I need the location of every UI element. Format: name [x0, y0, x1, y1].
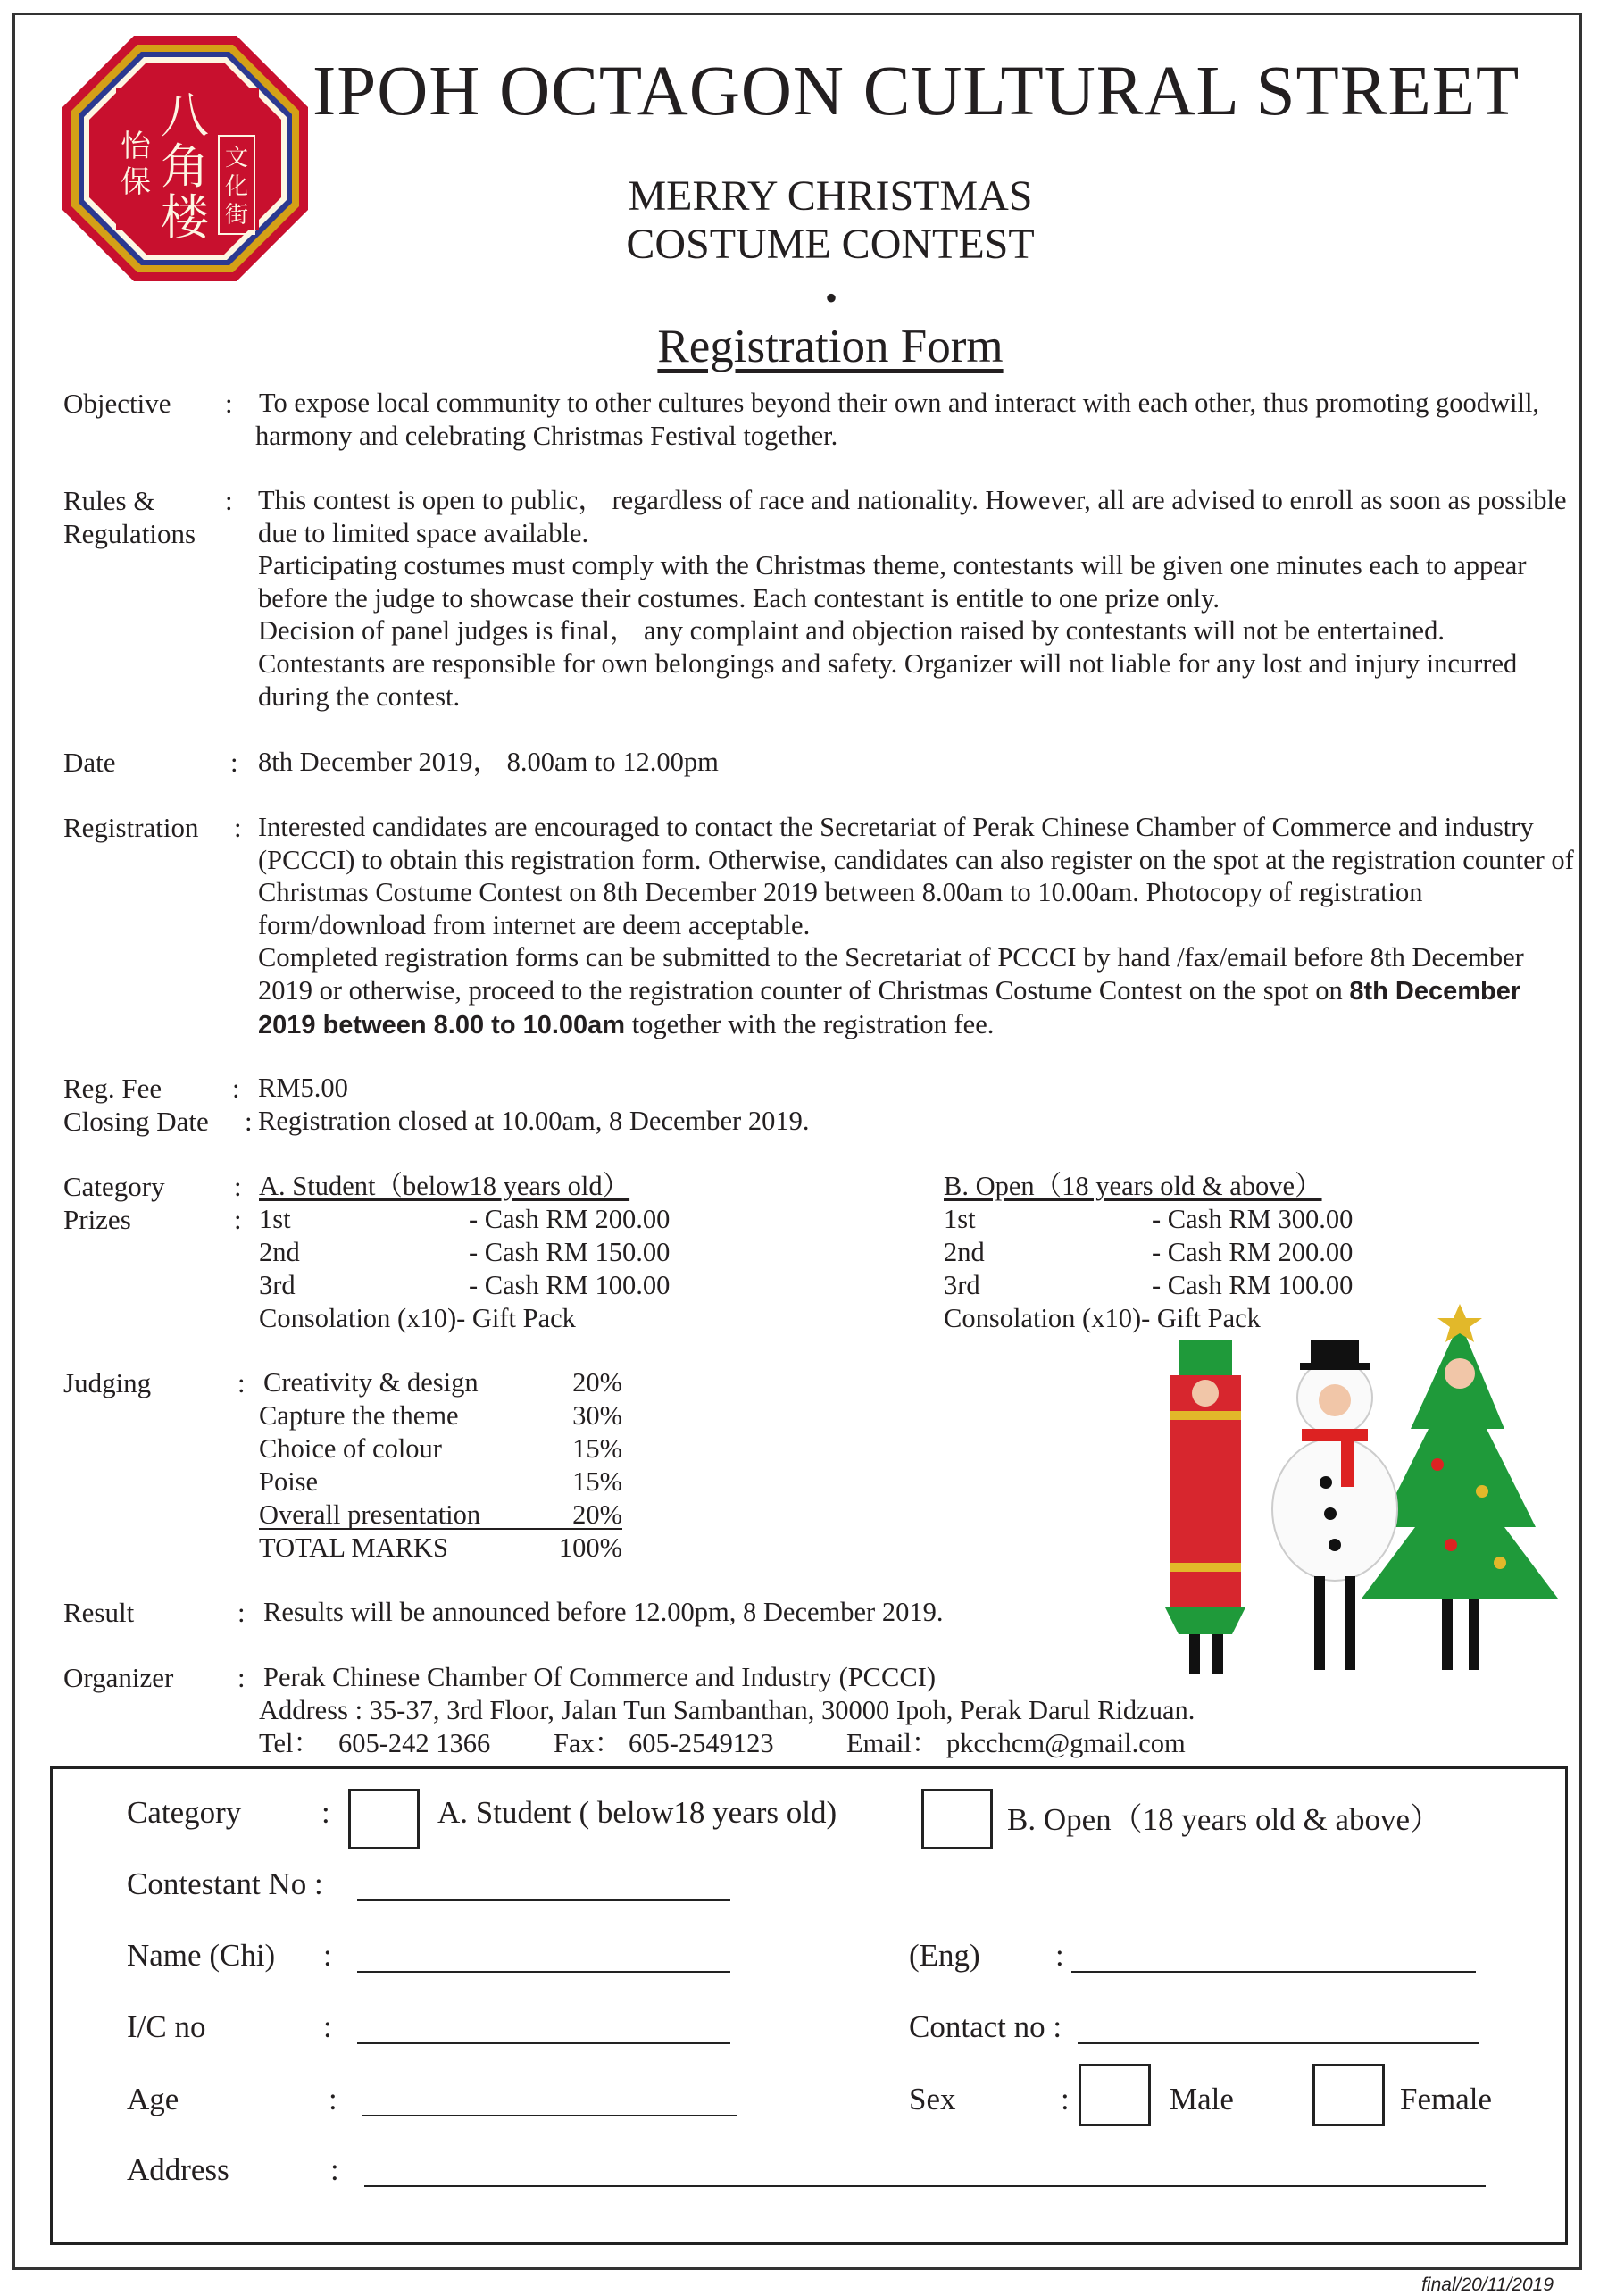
male-label: Male	[1170, 2082, 1234, 2116]
judging-label: Judging	[63, 1367, 152, 1398]
criterion-pct: 15%	[572, 1433, 622, 1464]
version-footer: final/20/11/2019	[1421, 2275, 1554, 2295]
contact-no-field[interactable]	[1078, 2042, 1479, 2044]
prizes-label: Prizes	[63, 1204, 131, 1235]
colon: :	[330, 2152, 339, 2187]
criterion-pct: 15%	[572, 1466, 622, 1497]
colon: :	[234, 1204, 242, 1235]
rules-label-1: Rules &	[63, 485, 155, 516]
organizer-address: Address : 35-37, 3rd Floor, Jalan Tun Sambanthan, 30000 Ipoh, Perak Darul Ridzuan.	[259, 1695, 1195, 1725]
ic-no-label: I/C no	[127, 2009, 206, 2044]
age-label: Age	[127, 2082, 179, 2116]
cracker-costume	[1179, 1340, 1232, 1375]
logo-char-8: 街	[224, 202, 249, 229]
open-consolation: Consolation (x10)- Gift Pack	[944, 1303, 1261, 1333]
colon: :	[1061, 2082, 1070, 2116]
result-text: Results will be announced before 12.00pm, 8 December 2019.	[263, 1597, 944, 1627]
student-prize-2: - Cash RM 150.00	[469, 1237, 671, 1267]
colon: :	[323, 2009, 332, 2044]
closing-date-text: Registration closed at 10.00am, 8 December 2019.	[258, 1106, 810, 1136]
registration-form-title: Registration Form	[657, 321, 1004, 372]
colon: :	[237, 1367, 246, 1398]
title-bullet: •	[825, 278, 838, 318]
total-pct: 100%	[558, 1532, 622, 1563]
total-divider	[259, 1528, 622, 1530]
email-value: pkcchcm@gmail.com	[946, 1728, 1186, 1758]
open-prize-2: - Cash RM 200.00	[1152, 1237, 1354, 1267]
form-category-label: Category	[127, 1795, 242, 1830]
date-label: Date	[63, 747, 116, 778]
student-prize-3: - Cash RM 100.00	[469, 1270, 671, 1300]
criterion-pct: 30%	[572, 1400, 622, 1431]
colon: :	[234, 812, 242, 843]
logo-char-3: 楼	[161, 189, 209, 246]
address-label: Address	[127, 2152, 229, 2187]
open-heading: B. Open（18 years old & above）	[944, 1171, 1322, 1201]
contestant-no-field[interactable]	[357, 1899, 730, 1901]
student-place-1: 1st	[259, 1204, 291, 1234]
logo-char-6: 文	[224, 145, 249, 171]
criterion-name: Choice of colour	[259, 1433, 442, 1464]
logo-char-4: 怡	[121, 129, 151, 164]
reg-fee-label: Reg. Fee	[63, 1073, 162, 1104]
criterion-name: Creativity & design	[263, 1367, 479, 1398]
criterion-name: Poise	[259, 1466, 319, 1497]
colon: :	[245, 1106, 253, 1137]
age-field[interactable]	[362, 2115, 737, 2116]
name-eng-field[interactable]	[1071, 1971, 1476, 1973]
criterion-name: Overall presentation	[259, 1499, 481, 1530]
sex-label: Sex	[909, 2082, 956, 2116]
result-label: Result	[63, 1597, 135, 1628]
organizer-label: Organizer	[63, 1662, 174, 1693]
tel-label: Tel：	[259, 1728, 321, 1758]
open-prize-1: - Cash RM 300.00	[1152, 1204, 1354, 1234]
open-prize-3: - Cash RM 100.00	[1152, 1270, 1354, 1300]
colon: :	[237, 1662, 246, 1693]
rules-text: This contest is open to public， regardless of race and nationality. However, all are advised to enroll as soon as possible due to limited space available. Participating costumes must comply with the Christmas theme, contestants will be given one minutes each to appear before the judge to showcase their costumes. Each contestant is entitle to one prize only. Decision of panel judges is final， any complaint and objection raised by contestants will not be entertained. Contestants are responsible for own belongings and safety. Organizer will not liable for any lost and injury incurred during the contest.	[258, 485, 1567, 712]
open-option-label: B. Open（18 years old & above）	[1007, 1802, 1442, 1837]
colon: :	[225, 485, 233, 516]
contact-no-label: Contact no :	[909, 2009, 1062, 2044]
closing-date-label: Closing Date	[63, 1106, 209, 1137]
colon: :	[237, 1597, 246, 1628]
registration-text-end: together with the registration fee.	[625, 1008, 995, 1039]
colon: :	[321, 1795, 330, 1830]
name-chi-field[interactable]	[357, 1971, 730, 1973]
reg-fee-text: RM5.00	[258, 1073, 348, 1103]
subtitle-line-2: COSTUME CONTEST	[626, 221, 1035, 268]
organizer-name: Perak Chinese Chamber Of Commerce and Industry (PCCCI)	[263, 1662, 937, 1692]
ic-no-field[interactable]	[357, 2042, 730, 2044]
total-label: TOTAL MARKS	[259, 1532, 448, 1563]
open-place-2: 2nd	[944, 1237, 985, 1267]
female-checkbox[interactable]	[1312, 2064, 1385, 2126]
registration-text-main: Interested candidates are encouraged to contact the Secretariat of Perak Chinese Chamber of Commerce and industry (PCCCI) to obtain this registration form. Otherwise, candidates can also register on the spot at the registration counter of Christmas Costume Contest on 8th December 2019 between 8.00am to 10.00am. Photocopy of registration form/download from internet are deem acceptable. Completed registration forms can be submitted to the Secretariat of PCCCI by hand /fax/email before 8th December 2019 or otherwise, proceed to the registration counter of Christmas Costume Contest on the spot on	[258, 812, 1574, 1006]
student-option-label: A. Student ( below18 years old)	[437, 1795, 837, 1830]
objective-text: To expose local community to other cultures beyond their own and interact with each other, thus promoting goodwill, harmony and celebrating Christmas Festival together.	[255, 388, 1540, 451]
registration-text-bold: 8th December 2019 between 8.00 to 10.00am	[258, 976, 1521, 1039]
open-category-checkbox[interactable]	[921, 1789, 993, 1849]
colon: :	[232, 1073, 240, 1104]
name-chi-label: Name (Chi)	[127, 1938, 276, 1973]
logo-char-1: 八	[161, 88, 209, 144]
fax-value: 605-2549123	[629, 1728, 774, 1758]
male-checkbox[interactable]	[1079, 2064, 1151, 2126]
criterion-pct: 20%	[572, 1367, 622, 1398]
logo-char-5: 保	[121, 164, 151, 200]
date-text: 8th December 2019， 8.00am to 12.00pm	[258, 747, 719, 777]
open-place-3: 3rd	[944, 1270, 980, 1300]
logo-char-7: 化	[224, 173, 249, 200]
subtitle-line-1: MERRY CHRISTMAS	[628, 172, 1033, 220]
student-prize-1: - Cash RM 200.00	[469, 1204, 671, 1234]
criterion-name: Capture the theme	[259, 1400, 459, 1431]
category-label: Category	[63, 1171, 165, 1202]
rules-label-2: Regulations	[63, 518, 196, 549]
costumed-children-illustration	[1143, 1304, 1562, 1683]
fax-label: Fax：	[554, 1728, 622, 1758]
student-place-2: 2nd	[259, 1237, 300, 1267]
female-label: Female	[1400, 2082, 1493, 2116]
contestant-no-label: Contestant No :	[127, 1866, 323, 1901]
tel-value: 605-242 1366	[338, 1728, 491, 1758]
colon: :	[323, 1938, 332, 1973]
logo-char-2: 角	[161, 138, 209, 195]
address-field[interactable]	[364, 2185, 1486, 2187]
colon: :	[234, 1171, 242, 1202]
colon: :	[225, 388, 233, 419]
objective-label: Objective	[63, 388, 171, 419]
student-heading: A. Student（below18 years old）	[259, 1171, 630, 1201]
registration-text	[258, 811, 1579, 1041]
student-category-checkbox[interactable]	[348, 1789, 420, 1849]
open-place-1: 1st	[944, 1204, 976, 1234]
criterion-pct: 20%	[572, 1499, 622, 1530]
registration-label: Registration	[63, 812, 199, 843]
colon: :	[1055, 1938, 1064, 1973]
colon: :	[329, 2082, 337, 2116]
email-label: Email：	[846, 1728, 939, 1758]
student-place-3: 3rd	[259, 1270, 296, 1300]
student-consolation: Consolation (x10)- Gift Pack	[259, 1303, 576, 1333]
name-eng-label: (Eng)	[909, 1938, 980, 1973]
page-title: IPOH OCTAGON CULTURAL STREET	[312, 53, 1520, 130]
colon: :	[230, 747, 238, 778]
